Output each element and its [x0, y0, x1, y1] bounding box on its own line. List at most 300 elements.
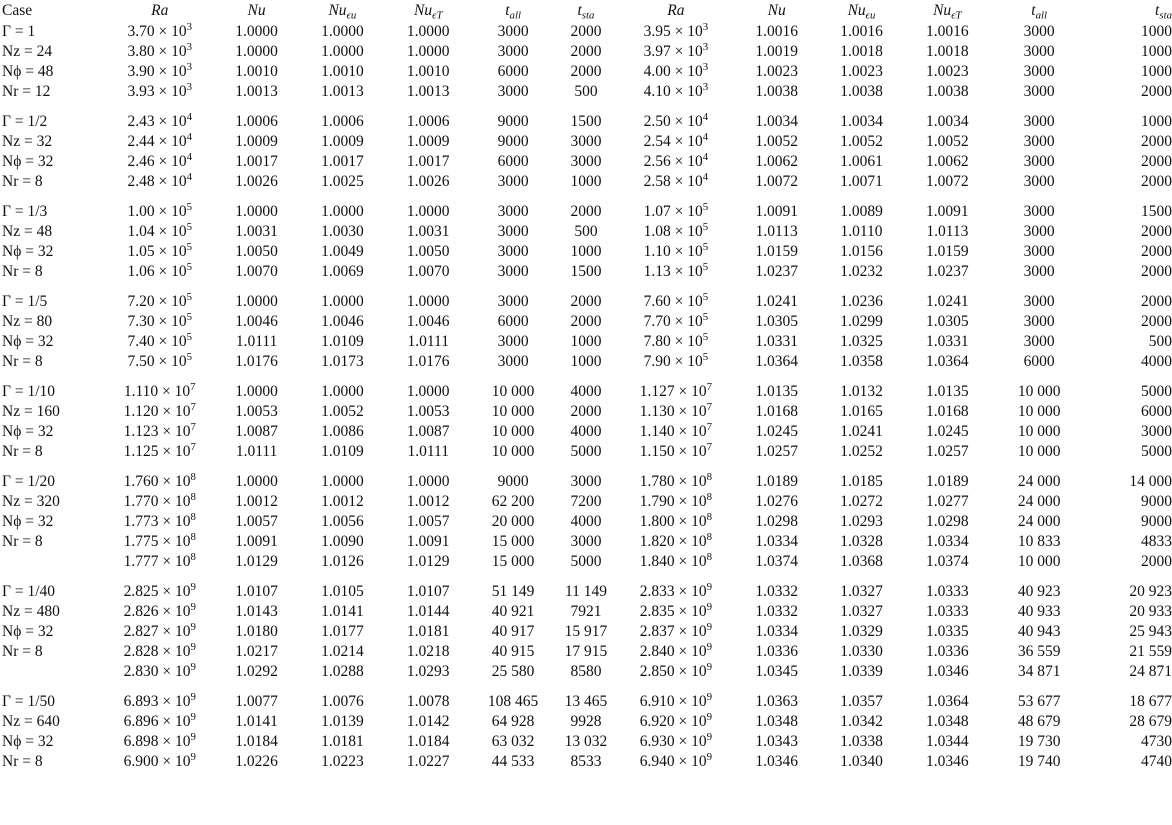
- t-sta-cell-2: 4730: [1141, 733, 1172, 750]
- case-cell: Nϕ = 48: [2, 63, 54, 80]
- nu-cell-2: 1.0159: [755, 243, 798, 260]
- ra-cell-2: $1.140 \times 10^7$: [639, 421, 712, 440]
- table-row: [0, 472, 1172, 492]
- t-all-cell-2: 10 000: [1017, 403, 1061, 420]
- nu-eps-u-cell-2: 1.0016: [840, 23, 883, 40]
- nu-eps-u-cell-2: 1.0241: [840, 423, 883, 440]
- nu-cell-2: 1.0332: [755, 603, 798, 620]
- nu-eps-u-cell-2: 1.0368: [840, 553, 883, 570]
- nu-cell: 1.0050: [235, 243, 278, 260]
- nu-cell: 1.0077: [235, 693, 278, 710]
- nu-eps-u-cell: 1.0177: [321, 623, 364, 640]
- header-nu-eps-t: $Nu_{\epsilon T}$: [413, 2, 443, 22]
- nu-eps-u-cell-2: 1.0328: [840, 533, 883, 550]
- t-all-cell-2: 3000: [1023, 43, 1055, 60]
- ra-cell: $7.40 \times 10^5$: [127, 331, 193, 350]
- nu-eps-u-cell: 1.0049: [321, 243, 364, 260]
- t-sta-cell: 2000: [570, 203, 602, 220]
- t-all-cell-2: 40 933: [1017, 603, 1061, 620]
- table-row: [0, 622, 1172, 642]
- nu-cell-2: 1.0343: [755, 733, 798, 750]
- t-all-cell-2: 3000: [1023, 63, 1055, 80]
- case-cell: Γ = 1/40: [2, 583, 56, 600]
- table-row: [0, 402, 1172, 422]
- t-all-cell-2: 24 000: [1017, 473, 1061, 490]
- nu-cell: 1.0013: [235, 83, 278, 100]
- header-t-sta-2: $t_{sta}$: [1155, 2, 1172, 22]
- ra-cell-2: $7.60 \times 10^5$: [643, 291, 709, 310]
- t-sta-cell-2: 28 679: [1129, 713, 1172, 730]
- nu-cell: 1.0143: [235, 603, 278, 620]
- ra-cell-2: $1.07 \times 10^5$: [643, 201, 709, 220]
- t-sta-cell: 2000: [570, 63, 602, 80]
- t-sta-cell-2: 2000: [1141, 243, 1172, 260]
- nu-eps-t-cell-2: 1.0189: [926, 473, 969, 490]
- nu-cell-2: 1.0245: [755, 423, 798, 440]
- spacer-cell: [0, 192, 1172, 202]
- t-sta-cell-2: 1000: [1141, 23, 1172, 40]
- nu-eps-t-cell: 1.0111: [407, 443, 449, 460]
- header-t-all-2: $t_{all}$: [1031, 2, 1048, 22]
- t-all-cell-2: 3000: [1023, 153, 1055, 170]
- table-row: [0, 642, 1172, 662]
- nu-eps-t-cell: 1.0046: [406, 313, 450, 330]
- t-sta-cell: 3000: [570, 133, 602, 150]
- nu-cell: 1.0000: [235, 23, 278, 40]
- nu-cell: 1.0026: [235, 173, 278, 190]
- t-sta-cell: 1000: [570, 353, 602, 370]
- ra-cell: $1.00 \times 10^5$: [127, 201, 193, 220]
- t-sta-cell-2: 2000: [1141, 293, 1172, 310]
- t-sta-cell-2: 24 871: [1129, 663, 1172, 680]
- nu-eps-t-cell: 1.0293: [406, 663, 450, 680]
- nu-cell-2: 1.0072: [755, 173, 798, 190]
- nu-eps-t-cell: 1.0017: [406, 153, 450, 170]
- nu-eps-t-cell: 1.0000: [406, 383, 450, 400]
- nu-eps-t-cell-2: 1.0277: [926, 493, 969, 510]
- t-sta-cell: 8580: [570, 663, 602, 680]
- nu-eps-t-cell-2: 1.0237: [926, 263, 969, 280]
- nu-cell: 1.0031: [235, 223, 278, 240]
- t-all-cell-2: 34 871: [1017, 663, 1061, 680]
- table-row: [0, 352, 1172, 372]
- t-sta-cell-2: 5000: [1141, 443, 1172, 460]
- header-nu-eps-t-2: $Nu_{\epsilon T}$: [933, 2, 962, 22]
- nu-eps-t-cell: 1.0218: [406, 643, 450, 660]
- t-sta-cell-2: 1500: [1141, 203, 1172, 220]
- t-all-cell-2: 3000: [1023, 293, 1055, 310]
- t-all-cell-2: 3000: [1023, 23, 1055, 40]
- t-sta-cell: 1000: [570, 333, 602, 350]
- case-cell: Nr = 8: [2, 443, 43, 460]
- spacer-cell: [0, 462, 1172, 472]
- header-nu-eps-u-2: $Nu_{\epsilon u}$: [847, 2, 876, 22]
- t-sta-cell: 4000: [570, 513, 602, 530]
- nu-eps-u-cell: 1.0009: [321, 133, 364, 150]
- case-cell: Γ = 1/50: [2, 693, 56, 710]
- nu-eps-u-cell: 1.0076: [321, 693, 364, 710]
- ra-cell-2: $7.90 \times 10^5$: [643, 351, 709, 370]
- nu-eps-u-cell: 1.0126: [321, 553, 364, 570]
- ra-cell: $7.20 \times 10^5$: [127, 291, 193, 310]
- nu-cell: 1.0111: [235, 443, 278, 460]
- table-row: [0, 732, 1172, 752]
- nu-eps-u-cell: 1.0000: [321, 203, 364, 220]
- nu-eps-u-cell: 1.0288: [321, 663, 364, 680]
- nu-eps-t-cell: 1.0010: [406, 63, 450, 80]
- nu-eps-t-cell-2: 1.0135: [926, 383, 969, 400]
- header-t-all: $t_{all}$: [505, 2, 521, 22]
- group-spacer: [0, 102, 1172, 112]
- nu-cell: 1.0000: [235, 383, 278, 400]
- t-all-cell: 3000: [497, 263, 529, 280]
- t-sta-cell: 1000: [570, 243, 602, 260]
- table-row: [0, 262, 1172, 282]
- t-sta-cell-2: 2000: [1141, 133, 1172, 150]
- nu-cell-2: 1.0016: [755, 23, 798, 40]
- nu-eps-t-cell: 1.0227: [406, 753, 450, 770]
- table-row: [0, 692, 1172, 712]
- nu-cell: 1.0129: [235, 553, 278, 570]
- nu-eps-t-cell: 1.0012: [406, 493, 450, 510]
- nu-eps-u-cell-2: 1.0330: [840, 643, 883, 660]
- t-sta-cell: 3000: [570, 153, 602, 170]
- ra-cell-2: $1.820 \times 10^8$: [639, 531, 712, 550]
- nu-eps-t-cell: 1.0144: [406, 603, 450, 620]
- table-body: [0, 22, 1172, 772]
- nu-eps-u-cell: 1.0000: [321, 43, 364, 60]
- t-sta-cell-2: 6000: [1141, 403, 1172, 420]
- nu-eps-u-cell-2: 1.0272: [840, 493, 883, 510]
- nu-cell: 1.0091: [235, 533, 278, 550]
- ra-cell: $3.80 \times 10^3$: [127, 41, 193, 60]
- nu-cell-2: 1.0038: [755, 83, 798, 100]
- nu-eps-t-cell-2: 1.0034: [926, 113, 969, 130]
- t-sta-cell: 4000: [570, 423, 602, 440]
- case-cell: Nr = 8: [2, 533, 43, 550]
- nu-eps-t-cell-2: 1.0305: [926, 313, 969, 330]
- t-all-cell: 62 200: [491, 493, 535, 510]
- t-sta-cell: 13 032: [564, 733, 608, 750]
- table-row: [0, 422, 1172, 442]
- table-row: [0, 172, 1172, 192]
- t-sta-cell-2: 3000: [1141, 423, 1172, 440]
- t-sta-cell: 7921: [570, 603, 602, 620]
- t-all-cell: 40 917: [491, 623, 535, 640]
- case-cell: Nr = 8: [2, 643, 43, 660]
- nu-cell-2: 1.0332: [755, 583, 798, 600]
- nu-cell-2: 1.0062: [755, 153, 798, 170]
- t-sta-cell-2: 25 943: [1129, 623, 1172, 640]
- t-sta-cell: 13 465: [564, 693, 608, 710]
- case-cell: Γ = 1/20: [2, 473, 56, 490]
- case-cell: Γ = 1/3: [2, 203, 48, 220]
- nu-eps-t-cell: 1.0013: [406, 83, 450, 100]
- t-sta-cell-2: 500: [1148, 333, 1172, 350]
- ra-cell: $3.70 \times 10^3$: [127, 21, 193, 40]
- t-all-cell: 44 533: [491, 753, 535, 770]
- t-all-cell: 40 921: [491, 603, 535, 620]
- ra-cell: $1.04 \times 10^5$: [127, 221, 193, 240]
- nu-cell-2: 1.0091: [755, 203, 798, 220]
- case-cell: [0, 662, 106, 682]
- t-all-cell-2: 3000: [1023, 173, 1055, 190]
- spacer-cell: [0, 282, 1172, 292]
- table-row: [0, 312, 1172, 332]
- t-all-cell: 6000: [497, 313, 529, 330]
- t-sta-cell-2: 20 923: [1129, 583, 1172, 600]
- nu-eps-t-cell: 1.0129: [406, 553, 450, 570]
- nu-cell-2: 1.0257: [755, 443, 798, 460]
- nu-eps-u-cell: 1.0105: [321, 583, 364, 600]
- t-all-cell: 51 149: [491, 583, 535, 600]
- nu-eps-u-cell-2: 1.0165: [840, 403, 883, 420]
- ra-cell-2: $6.930 \times 10^9$: [639, 731, 712, 750]
- nu-eps-t-cell-2: 1.0113: [926, 223, 969, 240]
- table-row: [0, 332, 1172, 352]
- case-cell: Nϕ = 32: [2, 243, 54, 260]
- nu-eps-u-cell-2: 1.0252: [840, 443, 883, 460]
- nu-eps-u-cell: 1.0012: [321, 493, 364, 510]
- nu-eps-t-cell-2: 1.0245: [926, 423, 969, 440]
- t-sta-cell: 7200: [570, 493, 602, 510]
- table-row: [0, 132, 1172, 152]
- nu-eps-u-cell: 1.0006: [321, 113, 364, 130]
- t-all-cell: 63 032: [491, 733, 535, 750]
- ra-cell-2: $7.70 \times 10^5$: [643, 311, 709, 330]
- nu-eps-t-cell-2: 1.0331: [926, 333, 969, 350]
- nu-cell: 1.0046: [235, 313, 278, 330]
- t-all-cell: 108 465: [487, 693, 539, 710]
- table-row: [0, 552, 1172, 572]
- nu-eps-u-cell: 1.0069: [321, 263, 364, 280]
- nu-cell-2: 1.0034: [755, 113, 798, 130]
- case-cell: Nz = 480: [2, 603, 60, 620]
- nu-cell: 1.0107: [235, 583, 278, 600]
- nu-cell-2: 1.0276: [755, 493, 798, 510]
- t-all-cell-2: 3000: [1023, 223, 1055, 240]
- nu-eps-u-cell-2: 1.0339: [840, 663, 883, 680]
- nu-cell: 1.0000: [235, 203, 278, 220]
- t-all-cell: 20 000: [491, 513, 535, 530]
- ra-cell: $2.827 \times 10^9$: [123, 621, 196, 640]
- nu-eps-u-cell: 1.0090: [321, 533, 364, 550]
- nu-eps-u-cell-2: 1.0340: [840, 753, 883, 770]
- nu-eps-t-cell: 1.0026: [406, 173, 450, 190]
- nu-eps-u-cell-2: 1.0325: [840, 333, 883, 350]
- nu-eps-t-cell-2: 1.0241: [926, 293, 969, 310]
- nu-eps-u-cell-2: 1.0023: [840, 63, 883, 80]
- t-sta-cell: 11 149: [564, 583, 607, 600]
- case-cell: Nz = 320: [2, 493, 60, 510]
- nu-cell-2: 1.0023: [755, 63, 798, 80]
- nu-eps-t-cell-2: 1.0346: [926, 753, 969, 770]
- header-nu-eps-u: $Nu_{\epsilon u}$: [328, 2, 357, 22]
- table-row: [0, 662, 1172, 682]
- nu-eps-t-cell-2: 1.0346: [926, 663, 969, 680]
- nu-eps-u-cell-2: 1.0357: [840, 693, 883, 710]
- t-sta-cell: 1000: [570, 173, 602, 190]
- nu-cell-2: 1.0298: [755, 513, 798, 530]
- ra-cell-2: $1.840 \times 10^8$: [639, 551, 712, 570]
- nu-eps-t-cell: 1.0176: [406, 353, 450, 370]
- nu-cell: 1.0057: [235, 513, 278, 530]
- case-cell: [0, 552, 106, 572]
- nu-eps-u-cell: 1.0181: [321, 733, 364, 750]
- nu-eps-u-cell: 1.0046: [321, 313, 364, 330]
- case-cell: Nr = 8: [2, 753, 43, 770]
- nu-cell: 1.0010: [235, 63, 278, 80]
- ra-cell-2: $7.80 \times 10^5$: [643, 331, 709, 350]
- nu-eps-t-cell-2: 1.0257: [926, 443, 969, 460]
- t-all-cell-2: 53 677: [1017, 693, 1061, 710]
- ra-cell-2: $1.08 \times 10^5$: [643, 221, 709, 240]
- case-cell: Nz = 24: [2, 43, 53, 60]
- header-nu: Nu: [247, 2, 266, 19]
- nu-cell-2: 1.0334: [755, 623, 798, 640]
- nu-eps-t-cell-2: 1.0364: [926, 353, 969, 370]
- nu-cell: 1.0012: [235, 493, 278, 510]
- case-cell: Nz = 160: [2, 403, 60, 420]
- nu-eps-u-cell-2: 1.0327: [840, 603, 883, 620]
- nu-eps-t-cell: 1.0000: [406, 23, 450, 40]
- t-sta-cell: 2000: [570, 293, 602, 310]
- case-cell: Nz = 32: [2, 133, 53, 150]
- t-all-cell-2: 40 943: [1017, 623, 1061, 640]
- nu-eps-u-cell: 1.0056: [321, 513, 364, 530]
- header-t-sta: $t_{sta}$: [577, 2, 595, 22]
- t-all-cell: 10 000: [491, 423, 535, 440]
- ra-cell: $6.896 \times 10^9$: [123, 711, 196, 730]
- case-cell: Nϕ = 32: [2, 333, 54, 350]
- table-row: [0, 602, 1172, 622]
- nu-eps-t-cell-2: 1.0091: [926, 203, 969, 220]
- t-sta-cell: 9928: [570, 713, 602, 730]
- t-sta-cell-2: 9000: [1141, 493, 1172, 510]
- ra-cell: $2.48 \times 10^4$: [127, 171, 193, 190]
- nu-eps-u-cell-2: 1.0071: [840, 173, 883, 190]
- t-all-cell: 3000: [497, 23, 529, 40]
- ra-cell-2: $4.00 \times 10^3$: [643, 61, 709, 80]
- t-all-cell-2: 3000: [1023, 243, 1055, 260]
- nu-cell-2: 1.0052: [755, 133, 798, 150]
- ra-cell-2: $1.10 \times 10^5$: [643, 241, 709, 260]
- nu-eps-u-cell: 1.0214: [321, 643, 364, 660]
- nu-eps-u-cell: 1.0025: [321, 173, 364, 190]
- group-spacer: [0, 462, 1172, 472]
- t-all-cell-2: 10 833: [1017, 533, 1061, 550]
- nu-eps-t-cell-2: 1.0348: [926, 713, 969, 730]
- nu-cell: 1.0000: [235, 473, 278, 490]
- ra-cell-2: $6.920 \times 10^9$: [639, 711, 712, 730]
- nu-eps-t-cell: 1.0057: [406, 513, 450, 530]
- nu-eps-u-cell-2: 1.0236: [840, 293, 883, 310]
- ra-cell: $1.773 \times 10^8$: [123, 511, 196, 530]
- nu-eps-u-cell-2: 1.0052: [840, 133, 883, 150]
- nu-eps-t-cell-2: 1.0023: [926, 63, 969, 80]
- ra-cell: $2.830 \times 10^9$: [123, 661, 196, 680]
- ra-cell: $2.43 \times 10^4$: [127, 111, 193, 130]
- group-spacer: [0, 192, 1172, 202]
- t-sta-cell-2: 5000: [1141, 383, 1172, 400]
- t-all-cell: 25 580: [491, 663, 535, 680]
- ra-cell-2: $4.10 \times 10^3$: [643, 81, 709, 100]
- nu-eps-u-cell-2: 1.0338: [840, 733, 883, 750]
- t-sta-cell: 17 915: [564, 643, 608, 660]
- t-all-cell-2: 3000: [1023, 263, 1055, 280]
- ra-cell-2: $1.800 \times 10^8$: [639, 511, 712, 530]
- ra-cell: $1.760 \times 10^8$: [123, 471, 196, 490]
- ra-cell-2: $2.835 \times 10^9$: [639, 601, 712, 620]
- ra-cell-2: $2.850 \times 10^9$: [639, 661, 712, 680]
- nu-eps-t-cell-2: 1.0298: [926, 513, 969, 530]
- nu-eps-t-cell-2: 1.0016: [926, 23, 969, 40]
- nu-eps-u-cell: 1.0030: [321, 223, 364, 240]
- t-all-cell-2: 24 000: [1017, 513, 1061, 530]
- ra-cell: $6.893 \times 10^9$: [123, 691, 196, 710]
- t-sta-cell-2: 14 000: [1129, 473, 1172, 490]
- nu-eps-u-cell-2: 1.0232: [840, 263, 883, 280]
- table-row: [0, 222, 1172, 242]
- nu-eps-t-cell-2: 1.0335: [926, 623, 969, 640]
- t-sta-cell-2: 4740: [1141, 753, 1172, 770]
- t-all-cell-2: 3000: [1023, 313, 1055, 330]
- t-all-cell: 15 000: [491, 533, 535, 550]
- table-row: [0, 532, 1172, 552]
- nu-eps-t-cell-2: 1.0333: [926, 603, 969, 620]
- t-sta-cell: 15 917: [564, 623, 608, 640]
- table-row: [0, 752, 1172, 772]
- t-all-cell: 3000: [497, 173, 529, 190]
- t-sta-cell-2: 9000: [1141, 513, 1172, 530]
- nu-eps-t-cell-2: 1.0159: [926, 243, 969, 260]
- nu-eps-u-cell: 1.0141: [321, 603, 364, 620]
- nu-eps-u-cell: 1.0000: [321, 293, 364, 310]
- t-sta-cell-2: 2000: [1141, 313, 1172, 330]
- nu-cell-2: 1.0113: [755, 223, 798, 240]
- nu-eps-u-cell: 1.0052: [321, 403, 364, 420]
- ra-cell-2: $1.130 \times 10^7$: [639, 401, 712, 420]
- nu-eps-t-cell: 1.0070: [406, 263, 450, 280]
- nu-eps-t-cell: 1.0000: [406, 473, 450, 490]
- ra-cell: $2.46 \times 10^4$: [127, 151, 193, 170]
- t-sta-cell: 2000: [570, 403, 602, 420]
- group-spacer: [0, 372, 1172, 382]
- nu-eps-t-cell: 1.0111: [407, 333, 449, 350]
- t-all-cell: 3000: [497, 43, 529, 60]
- case-cell: Nϕ = 32: [2, 513, 54, 530]
- nu-eps-t-cell: 1.0000: [406, 203, 450, 220]
- ra-cell: $2.828 \times 10^9$: [123, 641, 196, 660]
- ra-cell: $1.120 \times 10^7$: [123, 401, 196, 420]
- nu-cell-2: 1.0374: [755, 553, 798, 570]
- nu-eps-t-cell: 1.0000: [406, 293, 450, 310]
- nu-eps-t-cell: 1.0031: [406, 223, 450, 240]
- ra-cell-2: $1.150 \times 10^7$: [639, 441, 712, 460]
- ra-cell-2: $2.840 \times 10^9$: [639, 641, 712, 660]
- nu-eps-u-cell-2: 1.0342: [840, 713, 883, 730]
- nu-eps-u-cell: 1.0139: [321, 713, 364, 730]
- t-sta-cell-2: 2000: [1141, 173, 1172, 190]
- nu-eps-t-cell-2: 1.0168: [926, 403, 969, 420]
- nu-eps-u-cell: 1.0109: [321, 443, 364, 460]
- case-cell: Nz = 80: [2, 313, 53, 330]
- t-all-cell-2: 10 000: [1017, 443, 1061, 460]
- ra-cell-2: $3.95 \times 10^3$: [643, 21, 709, 40]
- nu-cell-2: 1.0363: [755, 693, 798, 710]
- header-row: [0, 0, 1172, 22]
- t-sta-cell: 3000: [570, 473, 602, 490]
